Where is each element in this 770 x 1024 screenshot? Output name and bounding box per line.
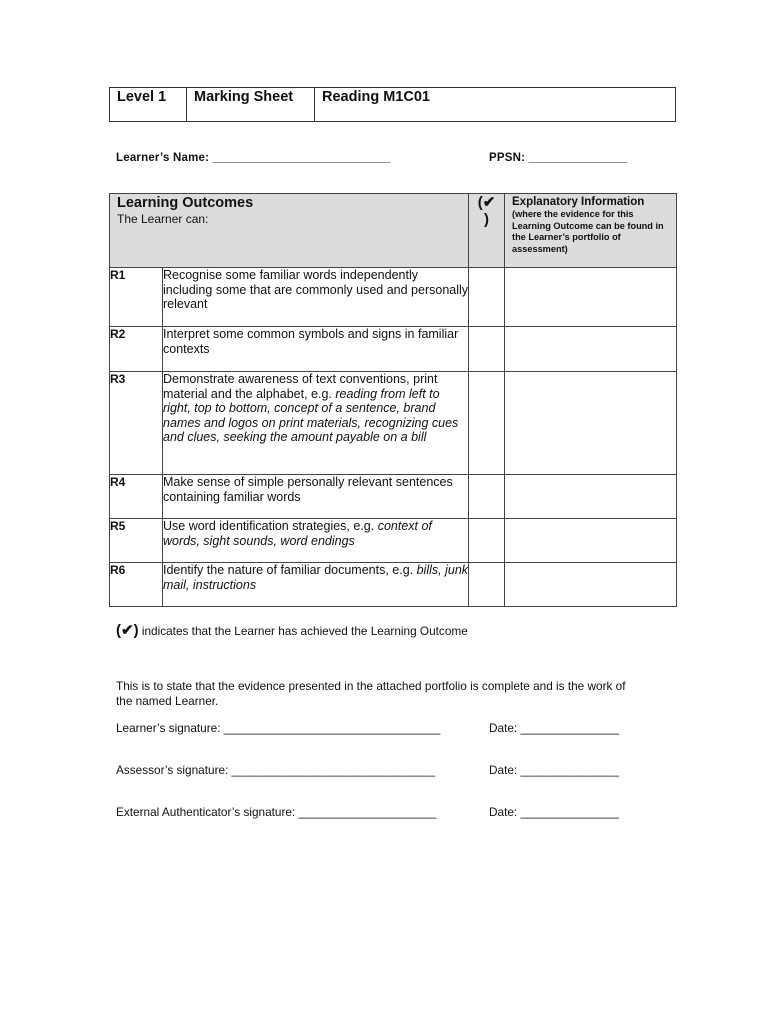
outcomes-title: Learning Outcomes <box>117 195 254 211</box>
tick-cell[interactable] <box>469 563 505 607</box>
outcome-description: Interpret some common symbols and signs in familiar contexts <box>163 327 469 372</box>
external-authenticator-date-field[interactable]: Date: _______________ <box>489 805 619 819</box>
tick-header-symbol: (✔ <box>477 194 496 211</box>
table-row <box>110 563 677 607</box>
outcome-description: Make sense of simple personally relevant sentences containing familiar words <box>163 475 469 519</box>
explanatory-subtitle: (where the evidence for this Learning Outcome can be found in the Learner’s portfolio of assessment) <box>512 209 664 254</box>
tick-cell[interactable] <box>469 475 505 519</box>
explanatory-cell[interactable] <box>505 563 677 607</box>
outcomes-subtitle: The Learner can: <box>117 212 209 226</box>
table-row <box>110 268 677 327</box>
tick-column-header <box>469 194 505 268</box>
tick-cell[interactable] <box>469 268 505 327</box>
outcomes-header-row <box>110 194 677 268</box>
ppsn-field[interactable]: PPSN: _______________ <box>489 152 628 164</box>
learner-signature-field[interactable]: Learner’s signature: _________________________________ <box>116 721 441 735</box>
module-cell: Reading M1C01 <box>322 89 430 105</box>
outcomes-header-cell <box>110 194 469 268</box>
outcome-code: R6 <box>110 563 163 607</box>
assessor-date-field[interactable]: Date: _______________ <box>489 763 619 777</box>
sheet-title-cell: Marking Sheet <box>187 88 315 121</box>
outcome-description: Recognise some familiar words independently including some that are commonly used and personally relevant <box>163 268 469 327</box>
explanatory-cell[interactable] <box>505 327 677 372</box>
outcome-code: R5 <box>110 519 163 563</box>
table-row <box>110 519 677 563</box>
explanatory-cell[interactable] <box>505 372 677 475</box>
outcome-code: R2 <box>110 327 163 372</box>
assessor-signature-field[interactable]: Assessor’s signature: _______________________________ <box>116 763 436 777</box>
learner-name-field[interactable]: Learner’s Name: ___________________________ <box>116 152 391 164</box>
outcomes-table <box>109 193 677 607</box>
explanatory-cell[interactable] <box>505 475 677 519</box>
tick-header-paren: ) <box>484 211 490 228</box>
level-cell: Level 1 <box>110 88 187 121</box>
legend <box>116 621 468 640</box>
external-authenticator-signature-field[interactable]: External Authenticator’s signature: _____________________ <box>116 805 437 819</box>
tick-cell[interactable] <box>469 519 505 563</box>
outcome-code: R3 <box>110 372 163 475</box>
outcome-description: Demonstrate awareness of text conventions, print material and the alphabet, e.g. reading from left to right, top to bottom, concept of a sentence, brand names and logos on print materials, recognizing cues and clues, seeking the amount payable on a bill <box>163 372 469 475</box>
outcome-code: R4 <box>110 475 163 519</box>
declaration-text: This is to state that the evidence presented in the attached portfolio is complete and is the work of the named Learner. <box>116 679 626 708</box>
explanatory-title: Explanatory Information <box>512 196 645 208</box>
explanatory-cell[interactable] <box>505 268 677 327</box>
header-table <box>109 87 676 122</box>
tick-symbol: (✔) <box>116 622 139 639</box>
table-row <box>110 372 677 475</box>
learner-date-field[interactable]: Date: _______________ <box>489 721 619 735</box>
outcome-code: R1 <box>110 268 163 327</box>
legend-text: indicates that the Learner has achieved the Learning Outcome <box>138 624 468 638</box>
outcome-description: Use word identification strategies, e.g. context of words, sight sounds, word endings <box>163 519 469 563</box>
tick-cell[interactable] <box>469 327 505 372</box>
explanatory-cell[interactable] <box>505 519 677 563</box>
tick-cell[interactable] <box>469 372 505 475</box>
table-row <box>110 327 677 372</box>
table-row <box>110 475 677 519</box>
outcome-description: Identify the nature of familiar documents, e.g. bills, junk mail, instructions <box>163 563 469 607</box>
explanatory-header-cell <box>505 194 677 268</box>
